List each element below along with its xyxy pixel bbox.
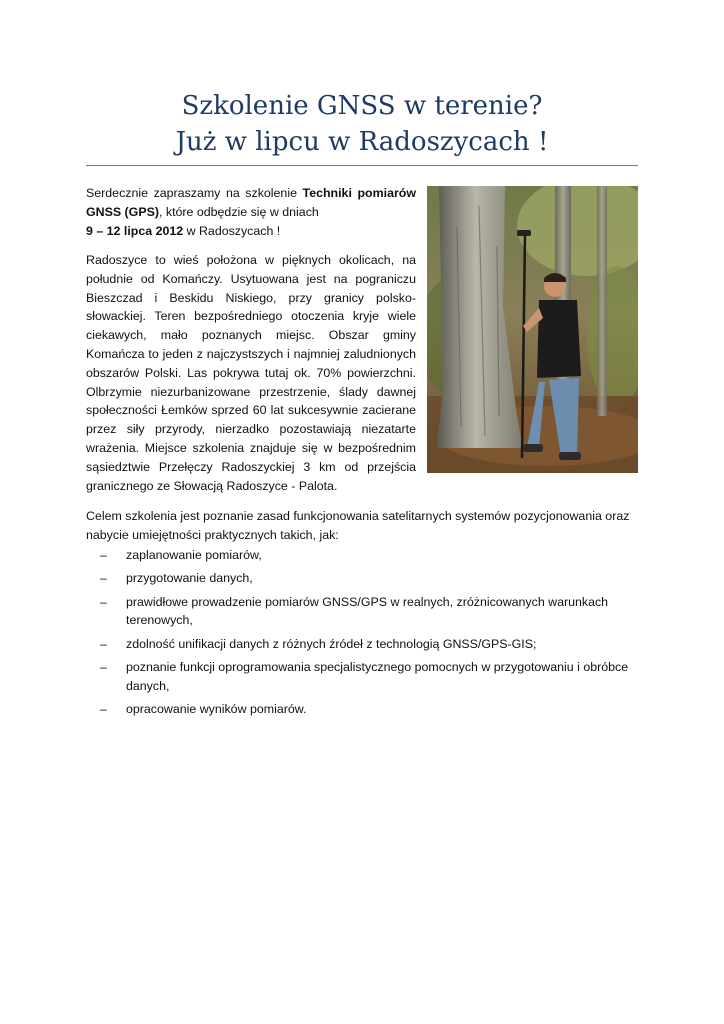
title-line-2: Już w lipcu w Radoszycach ! [175,127,549,157]
list-item [86,635,638,654]
field-survey-photo [427,186,638,473]
bullet-marker: – [100,594,107,609]
course-dates: 9 – 12 lipca 2012 [86,223,184,238]
list-item-text: przygotowanie danych, [126,571,253,586]
page-title [86,88,638,160]
list-item [86,700,638,719]
intro-prefix: Serdecznie zapraszamy na szkolenie [86,186,303,200]
course-name: Techniki pomiarów GNSS (GPS) [86,186,416,219]
forest-gnss-photo-illustration [427,186,638,473]
bullet-marker: – [100,571,107,586]
list-item-text: opracowanie wyników pomiarów. [126,702,307,717]
list-item [86,658,638,696]
bullet-marker: – [100,548,107,562]
goals-paragraph: Celem szkolenia jest poznanie zasad funkcjonowania satelitarnych systemów pozycjonowania oraz nabycie umiejętności praktycznych takich, jak: [86,509,630,542]
intro-suffix: w Radoszycach ! [183,223,281,238]
bullet-marker: – [100,702,107,717]
list-item [86,569,638,588]
bullet-marker: – [100,659,107,674]
intro-paragraph [86,184,416,240]
location-paragraph: Radoszyce to wieś położona w pięknych okolicach, na południe od Komańczy. Usytuowana jest na pograniczu Bieszczad i Beskidu Niskiego, przy granicy polsko-słowackiej. Teren bezpośredniego otoczenia kryje wiele ciekawych, mało poznanych miejsc. Obszar gminy Komańcza to jeden z najczystszych i najmniej zaludnionych obszarów Polski. Las pokrywa tutaj ok. 70% powierzchni. Olbrzymie niezurbanizowane przestrzenie, ślady dawnej społeczności Łemków sprzed 60 lat sukcesywnie zacierane przez siły przyrody, nierzadko pozostawiają niezatarte wrażenia. Miejsce szkolenia znajduje się w bezpośrednim sąsiedztwie Przełęczy Radoszyckiej 3 km od przejścia granicznego ze Słowacją Radoszyce - Palota. [86,253,416,493]
list-item-text: zdolność unifikacji danych z różnych źródeł z technologią GNSS/GPS-GIS; [126,636,537,651]
title-underline [86,165,638,166]
list-item [86,546,638,565]
list-item-text: zaplanowanie pomiarów, [126,548,262,562]
bullet-marker: – [100,636,107,651]
list-item-text: prawidłowe prowadzenie pomiarów GNSS/GPS w realnych, zróżnicowanych warunkach terenowych, [126,594,609,628]
intro-middle: , które odbędzie się w dniach [158,204,319,219]
skills-list [86,546,638,723]
list-item [86,593,638,631]
title-line-1: Szkolenie GNSS w terenie? [181,91,543,121]
list-item-text: poznanie funkcji oprogramowania specjalistycznego pomocnych w przygotowaniu i obróbce danych, [126,659,629,693]
